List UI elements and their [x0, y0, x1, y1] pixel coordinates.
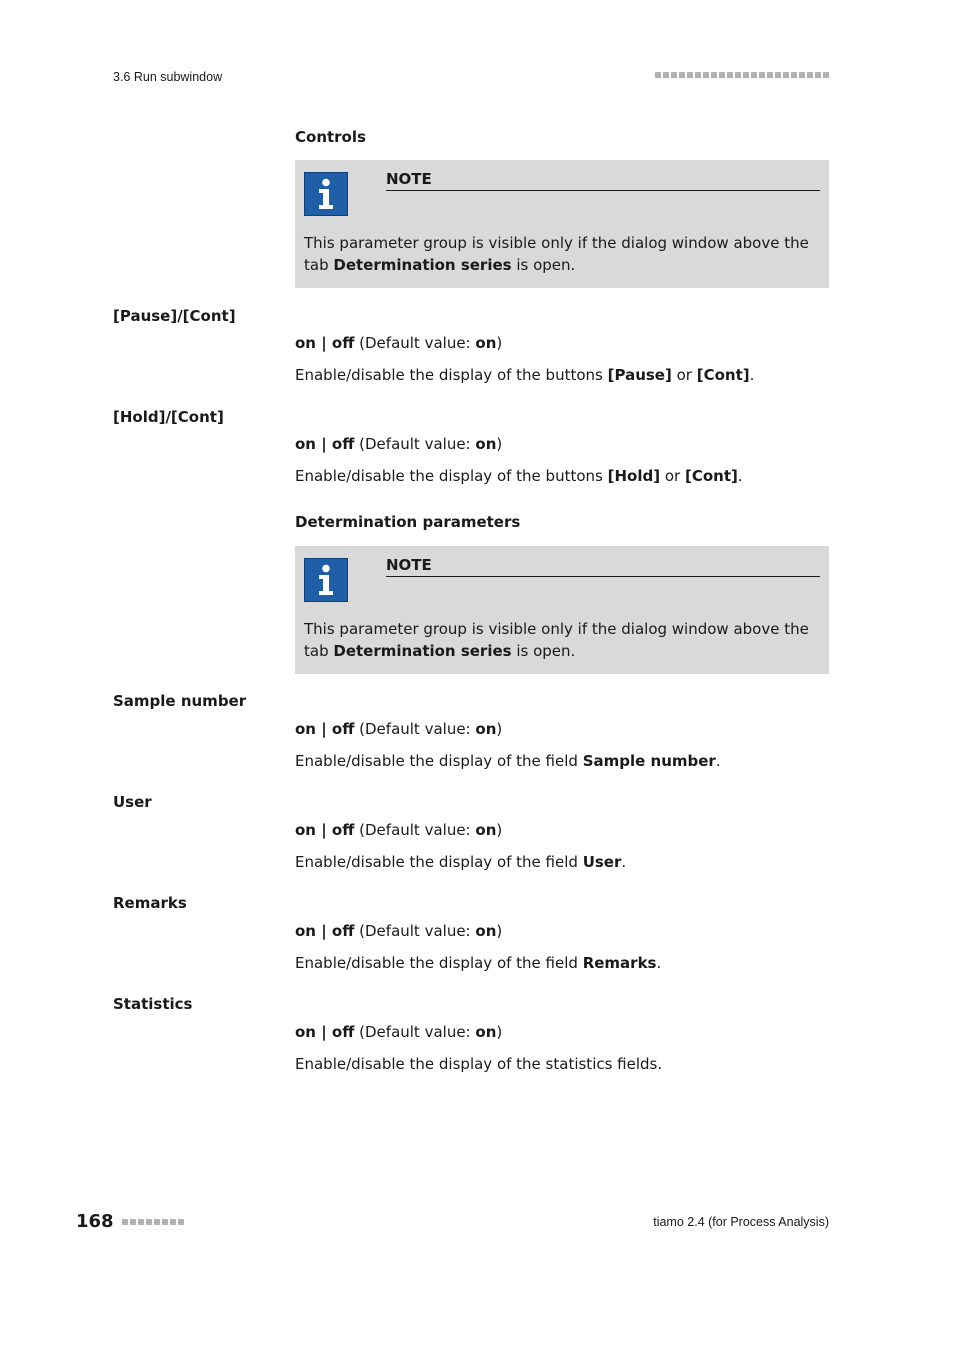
param-label: Sample number — [113, 692, 247, 710]
header-dots-decoration — [655, 72, 829, 78]
param-description: Enable/disable the display of the statistics fields. — [295, 1055, 663, 1073]
param-description: Enable/disable the display of the buttons [Pause] or [Cont]. — [295, 366, 755, 384]
note-title: NOTE — [386, 556, 820, 577]
param-label: User — [113, 793, 152, 811]
param-description: Enable/disable the display of the field Sample number. — [295, 752, 721, 770]
info-icon — [304, 172, 348, 216]
note-box — [295, 546, 829, 674]
param-values: on | off (Default value: on) — [295, 720, 503, 738]
param-values: on | off (Default value: on) — [295, 334, 503, 352]
running-header: 3.6 Run subwindow — [113, 70, 223, 84]
param-values: on | off (Default value: on) — [295, 821, 503, 839]
param-description: Enable/disable the display of the buttons [Hold] or [Cont]. — [295, 467, 743, 485]
param-description: Enable/disable the display of the field User. — [295, 853, 627, 871]
note-title: NOTE — [386, 170, 820, 191]
param-values: on | off (Default value: on) — [295, 435, 503, 453]
param-values: on | off (Default value: on) — [295, 922, 503, 940]
page-number: 168 — [76, 1211, 114, 1232]
param-values: on | off (Default value: on) — [295, 1023, 503, 1041]
param-label: Statistics — [113, 995, 193, 1013]
note-box — [295, 160, 829, 288]
note-text: This parameter group is visible only if the dialog window above the tab Determination series is open. — [304, 234, 809, 274]
param-description: Enable/disable the display of the field Remarks. — [295, 954, 662, 972]
param-label: Remarks — [113, 894, 187, 912]
section-heading-determination: Determination parameters — [295, 513, 521, 531]
footer-product: tiamo 2.4 (for Process Analysis) — [653, 1215, 829, 1229]
footer-dots-decoration — [122, 1219, 184, 1225]
page-number-block — [76, 1211, 184, 1232]
param-label: [Pause]/[Cont] — [113, 307, 236, 325]
info-icon — [304, 558, 348, 602]
section-heading-controls: Controls — [295, 128, 366, 146]
param-label: [Hold]/[Cont] — [113, 408, 224, 426]
note-text: This parameter group is visible only if the dialog window above the tab Determination series is open. — [304, 620, 809, 660]
